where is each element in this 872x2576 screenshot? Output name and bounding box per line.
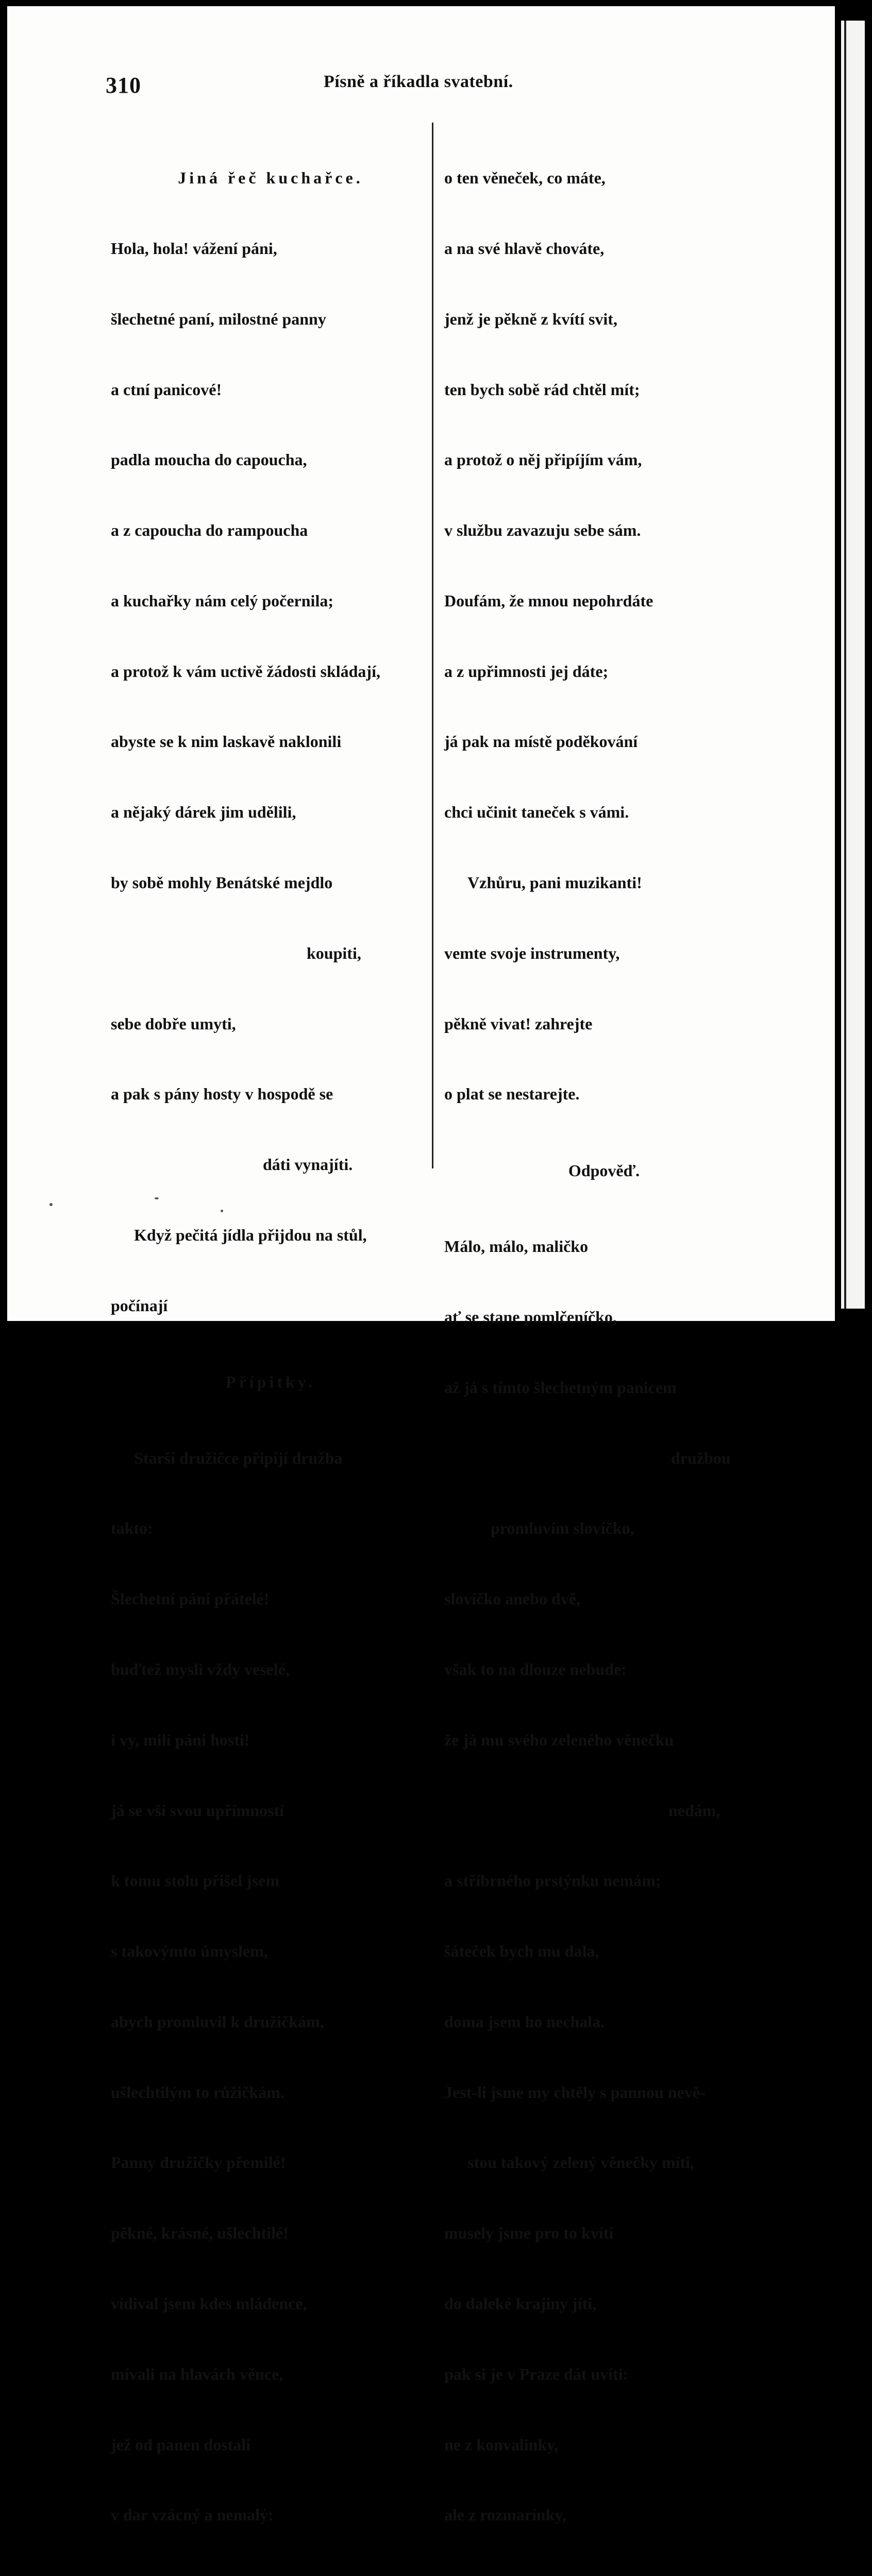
verse-line: a protož k vám uctivě žádosti skládají,: [111, 662, 380, 681]
verse-line: Jest-li jsme my chtěly s pannou nevě-: [444, 2082, 706, 2102]
ink-speck: [221, 1210, 223, 1212]
verse-line: mívali na hlavách věnce,: [111, 2364, 283, 2383]
verse-line: [444, 2574, 764, 2576]
verse-line: jež od panen dostali: [111, 2435, 251, 2454]
verse-line: doma jsem ho nechala.: [444, 2012, 605, 2031]
page-number: 310: [106, 73, 141, 98]
verse-line: šlechetné paní, milostné panny: [111, 309, 326, 328]
verse-line: a protož o něj připíjím vám,: [444, 450, 642, 469]
verse-line: dáti vynajíti.: [263, 1155, 353, 1174]
verse-line: v dar vzácný a nemalý:: [111, 2505, 274, 2524]
verse-line: o ten věneček, co máte,: [444, 168, 606, 188]
verse-line: a z upřimnosti jej dáte;: [444, 662, 609, 681]
verse-line: Šlechetní páni přátelé!: [111, 1589, 270, 1608]
prose-line: Když pečitá jídla přijdou na stůl,: [134, 1225, 367, 1244]
verse-line: ale z rozmarínky,: [444, 2505, 566, 2524]
verse-line: a kuchařky nám celý počernila;: [111, 591, 333, 610]
verse-line: s takovýmto úmyslem,: [111, 1942, 268, 1961]
verse-line: pěkně vivat! zahrejte: [444, 1014, 593, 1033]
verse-line: vídival jsem kdes mládence,: [111, 2294, 307, 2313]
verse-line: vemte svoje instrumenty,: [444, 943, 620, 962]
verse-line: chci učinit taneček s vámi.: [444, 803, 629, 822]
verse-line: [111, 2574, 420, 2576]
verse-line: buďtež mysli vždy veselé,: [111, 1660, 290, 1679]
prose-line: počínají: [111, 1296, 168, 1315]
column-divider: [432, 123, 433, 1168]
verse-line: by sobě mohly Benátské mejdlo: [111, 873, 333, 892]
prose-line: Starší družičce připíjí družba: [134, 1448, 343, 1467]
prose-line: takto:: [111, 1519, 153, 1538]
verse-line: a na své hlavě chováte,: [444, 239, 605, 258]
verse-line: Hola, hola! vážení páni,: [111, 239, 277, 258]
verse-line: Doufám, že mnou nepohrdáte: [444, 591, 653, 610]
verse-line: slovíčko anebo dvě,: [444, 1589, 581, 1608]
verse-line: šáteček bych mu dala,: [444, 1942, 599, 1961]
verse-line: družbou: [671, 1448, 731, 1467]
verse-line: do daleké krajiny jíti,: [444, 2294, 597, 2313]
toasts-heading: Přípitky.: [225, 1372, 315, 1392]
verse-line: ne z konvalinky,: [444, 2435, 559, 2454]
ink-speck: [49, 1203, 53, 1206]
verse-line: já se vší svou upřímností: [111, 1801, 284, 1820]
verse-line: k tomu stolu přišel jsem: [111, 1871, 280, 1890]
verse-line: a ctní panicové!: [111, 380, 222, 399]
verse-line: já pak na místě poděkování: [444, 732, 638, 751]
verse-line: i vy, milí páni hosti!: [111, 1730, 250, 1749]
verse-line: padla moucha do capoucha,: [111, 450, 307, 469]
verse-line: promluvím slovíčko,: [491, 1519, 634, 1538]
verse-line: nedám,: [668, 1801, 720, 1820]
verse-line: a z capoucha do rampoucha: [111, 521, 308, 540]
verse-line: ať se stane pomlčeníčko,: [444, 1308, 617, 1327]
verse-line: abych promluvil k družičkám,: [111, 2012, 324, 2031]
verse-line: Málo, málo, maličko: [444, 1237, 589, 1256]
left-column: [111, 120, 420, 2576]
verse-line: a pak s pány hosty v hospodě se: [111, 1084, 333, 1104]
right-column: [444, 120, 764, 2576]
reply-heading: Odpověď.: [568, 1161, 640, 1180]
verse-line: pěkné, krásné, ušlechtilé!: [111, 2224, 289, 2243]
verse-line: musely jsme pro to kvítí: [444, 2224, 614, 2243]
verse-line: a nějaký dárek jim udělili,: [111, 803, 296, 822]
verse-line: stou takový zelený věnečky míti,: [467, 2153, 694, 2172]
verse-line: sebe dobře umyti,: [111, 1014, 236, 1033]
verse-line: ušlechtilým to růžičkám.: [111, 2082, 284, 2102]
facing-page-rule: [844, 21, 846, 1309]
verse-line: v službu zavazuju sebe sám.: [444, 521, 641, 540]
verse-line: však to na dlouze nebude:: [444, 1660, 627, 1679]
verse-line: jenž je pěkně z kvítí svit,: [444, 309, 617, 328]
verse-line: Vzhůru, pani muzikanti!: [467, 873, 642, 892]
verse-line: a stříbrného prstýnku nemám;: [444, 1871, 661, 1890]
running-title: Písně a říkadla svatební.: [324, 72, 513, 91]
verse-line: o plat se nestarejte.: [444, 1084, 580, 1104]
verse-line: pak si je v Praze dát uvíti:: [444, 2364, 629, 2383]
verse-line: Panny družičky přemilé!: [111, 2153, 286, 2172]
verse-line: ten bych sobě rád chtěl mít;: [444, 380, 640, 399]
section-heading: Jiná řeč kuchařce.: [178, 168, 363, 188]
verse-line: abyste se k nim laskavě naklonili: [111, 732, 342, 751]
verse-line: že já mu svého zeleného věnečku: [444, 1730, 674, 1749]
verse-line: koupiti,: [307, 943, 361, 962]
verse-line: až já s tímto šlechetným panicem: [444, 1378, 677, 1397]
ink-speck: [155, 1197, 159, 1199]
